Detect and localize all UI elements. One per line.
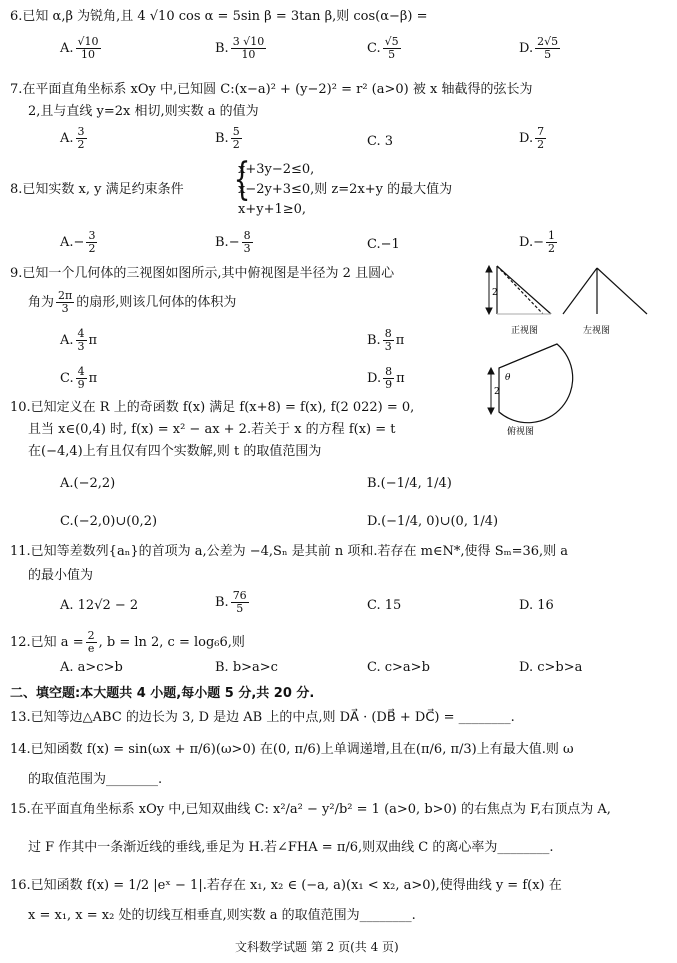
q16-line1: 16.已知函数 f(x) = 1/2 |eˣ − 1|.若存在 x₁, x₂ ∈ (−a, a)(x₁ < x₂, a>0),使得曲线 y = f(x) 在 bbox=[10, 878, 562, 893]
side-view-label: 左视图 bbox=[583, 326, 611, 336]
top-view-label: 俯视图 bbox=[507, 427, 535, 437]
q16-line2: x = x₁, x = x₂ 处的切线互相垂直,则实数 a 的取值范围为________. bbox=[28, 908, 416, 923]
front-view bbox=[497, 266, 551, 314]
top-height-label: 2 bbox=[494, 387, 500, 397]
q7-option-c: C. 3 bbox=[367, 134, 394, 149]
q12-option-a: A. a>c>b bbox=[60, 660, 123, 675]
q9-option-c: C. $\frac{4}{9}$ π bbox=[60, 365, 98, 391]
q8-stem: 8.已知实数 x, y 满足约束条件 bbox=[10, 182, 184, 197]
angle-label: θ bbox=[505, 373, 511, 383]
q14-line1: 14.已知函数 f(x) = sin(ωx + π/6)(ω>0) 在(0, π/6)上单调递增,且在(π/6, π/3)上有最大值.则 ω bbox=[10, 742, 574, 757]
q7-line1: 7.在平面直角坐标系 xOy 中,已知圆 C:(x−a)² + (y−2)² = r² (a>0) 被 x 轴截得的弦长为 bbox=[10, 82, 533, 97]
q9-option-a: A. $\frac{4}{3}$ π bbox=[60, 327, 98, 353]
q8-option-c: C.−1 bbox=[367, 237, 400, 252]
q6-option-c: C. $\frac{√5}{5}$ bbox=[367, 35, 399, 61]
q15-line2: 过 F 作其中一条渐近线的垂线,垂足为 H.若∠FHA = π/6,则双曲线 C 的离心率为________. bbox=[28, 840, 554, 855]
q8-option-a: A.− $\frac{3}{2}$ bbox=[60, 229, 96, 255]
q14-line2: 的取值范围为________. bbox=[28, 772, 163, 787]
q12-option-b: B. b>a>c bbox=[215, 660, 278, 675]
q7-line2: 2,且与直线 y=2x 相切,则实数 a 的值为 bbox=[28, 104, 259, 119]
q8-option-d: D.− $\frac{1}{2}$ bbox=[519, 229, 555, 255]
q7-option-b: B. $\frac{5}{2}$ bbox=[215, 125, 240, 151]
side-view bbox=[563, 268, 647, 314]
top-view bbox=[499, 344, 573, 423]
q10-line3: 在(−4,4)上有且仅有四个实数解,则 t 的取值范围为 bbox=[28, 444, 322, 459]
q11-option-a: A. 12√2 − 2 bbox=[60, 598, 139, 613]
q10-option-b: B.(−1/4, 1/4) bbox=[367, 476, 452, 491]
q9-option-d: D. $\frac{8}{9}$ π bbox=[367, 365, 405, 391]
q12-stem: 12.已知 a = $\frac{2}{e}$ , b = ln 2, c = log₆6,则 bbox=[10, 629, 245, 655]
q8-option-b: B.− $\frac{8}{3}$ bbox=[215, 229, 251, 255]
q9-line1: 9.已知一个几何体的三视图如图所示,其中俯视图是半径为 2 且圆心 bbox=[10, 266, 395, 281]
q9-option-b: B. $\frac{8}{3}$ π bbox=[367, 327, 405, 353]
q12-option-d: D. c>b>a bbox=[519, 660, 583, 675]
q8-condition-2: x−2y+3≤0,则 z=2x+y 的最大值为 bbox=[238, 182, 453, 197]
q10-option-d: D.(−1/4, 0)∪(0, 1/4) bbox=[367, 514, 499, 529]
q7-option-a: A. $\frac{3}{2}$ bbox=[60, 125, 85, 151]
page-footer: 文科数学试题 第 2 页(共 4 页) bbox=[235, 940, 399, 954]
q6-option-b: B. $\frac{3 √10}{10}$ bbox=[215, 35, 265, 61]
q10-line1: 10.已知定义在 R 上的奇函数 f(x) 满足 f(x+8) = f(x), f(2 022) = 0, bbox=[10, 400, 415, 415]
q8-condition-3: x+y+1≥0, bbox=[238, 202, 307, 217]
q8-condition-1: x+3y−2≤0, bbox=[238, 162, 315, 177]
q7-option-d: D. $\frac{7}{2}$ bbox=[519, 125, 545, 151]
q9-line2: 角为 $\frac{2\pi}{3}$ 的扇形,则该几何体的体积为 bbox=[28, 289, 237, 315]
q10-option-a: A.(−2,2) bbox=[60, 476, 116, 491]
height-label: 2 bbox=[492, 288, 498, 298]
q11-option-b: B. $\frac{76}{5}$ bbox=[215, 589, 247, 615]
q6-option-a: A. $\frac{√10}{10}$ bbox=[60, 35, 99, 61]
q6-option-d: D. $\frac{2√5}{5}$ bbox=[519, 35, 559, 61]
q9-three-view-figure bbox=[485, 262, 665, 442]
q12-option-c: C. c>a>b bbox=[367, 660, 430, 675]
q15-line1: 15.在平面直角坐标系 xOy 中,已知双曲线 C: x²/a² − y²/b² = 1 (a>0, b>0) 的右焦点为 F,右顶点为 A, bbox=[10, 802, 611, 817]
q11-option-d: D. 16 bbox=[519, 598, 554, 613]
q10-line2: 且当 x∈(0,4) 时, f(x) = x² − ax + 2.若关于 x 的方程 f(x) = t bbox=[28, 422, 396, 437]
q11-option-c: C. 15 bbox=[367, 598, 402, 613]
q13: 13.已知等边△ABC 的边长为 3, D 是边 AB 上的中点,则 DA⃗ · (DB⃗ + DC⃗) = ________. bbox=[10, 710, 515, 725]
front-view-label: 正视图 bbox=[511, 326, 539, 336]
q10-option-c: C.(−2,0)∪(0,2) bbox=[60, 514, 158, 529]
q6-stem: 6.已知 α,β 为锐角,且 4 √10 cos α = 5sin β = 3tan β,则 cos(α−β) = bbox=[10, 9, 428, 24]
q11-line2: 的最小值为 bbox=[28, 568, 94, 583]
section-2-heading: 二、填空题:本大题共 4 小题,每小题 5 分,共 20 分. bbox=[10, 686, 315, 701]
q11-line1: 11.已知等差数列{aₙ}的首项为 a,公差为 −4,Sₙ 是其前 n 项和.若存在 m∈N*,使得 Sₘ=36,则 a bbox=[10, 544, 569, 559]
q8-brace: { bbox=[233, 154, 251, 205]
